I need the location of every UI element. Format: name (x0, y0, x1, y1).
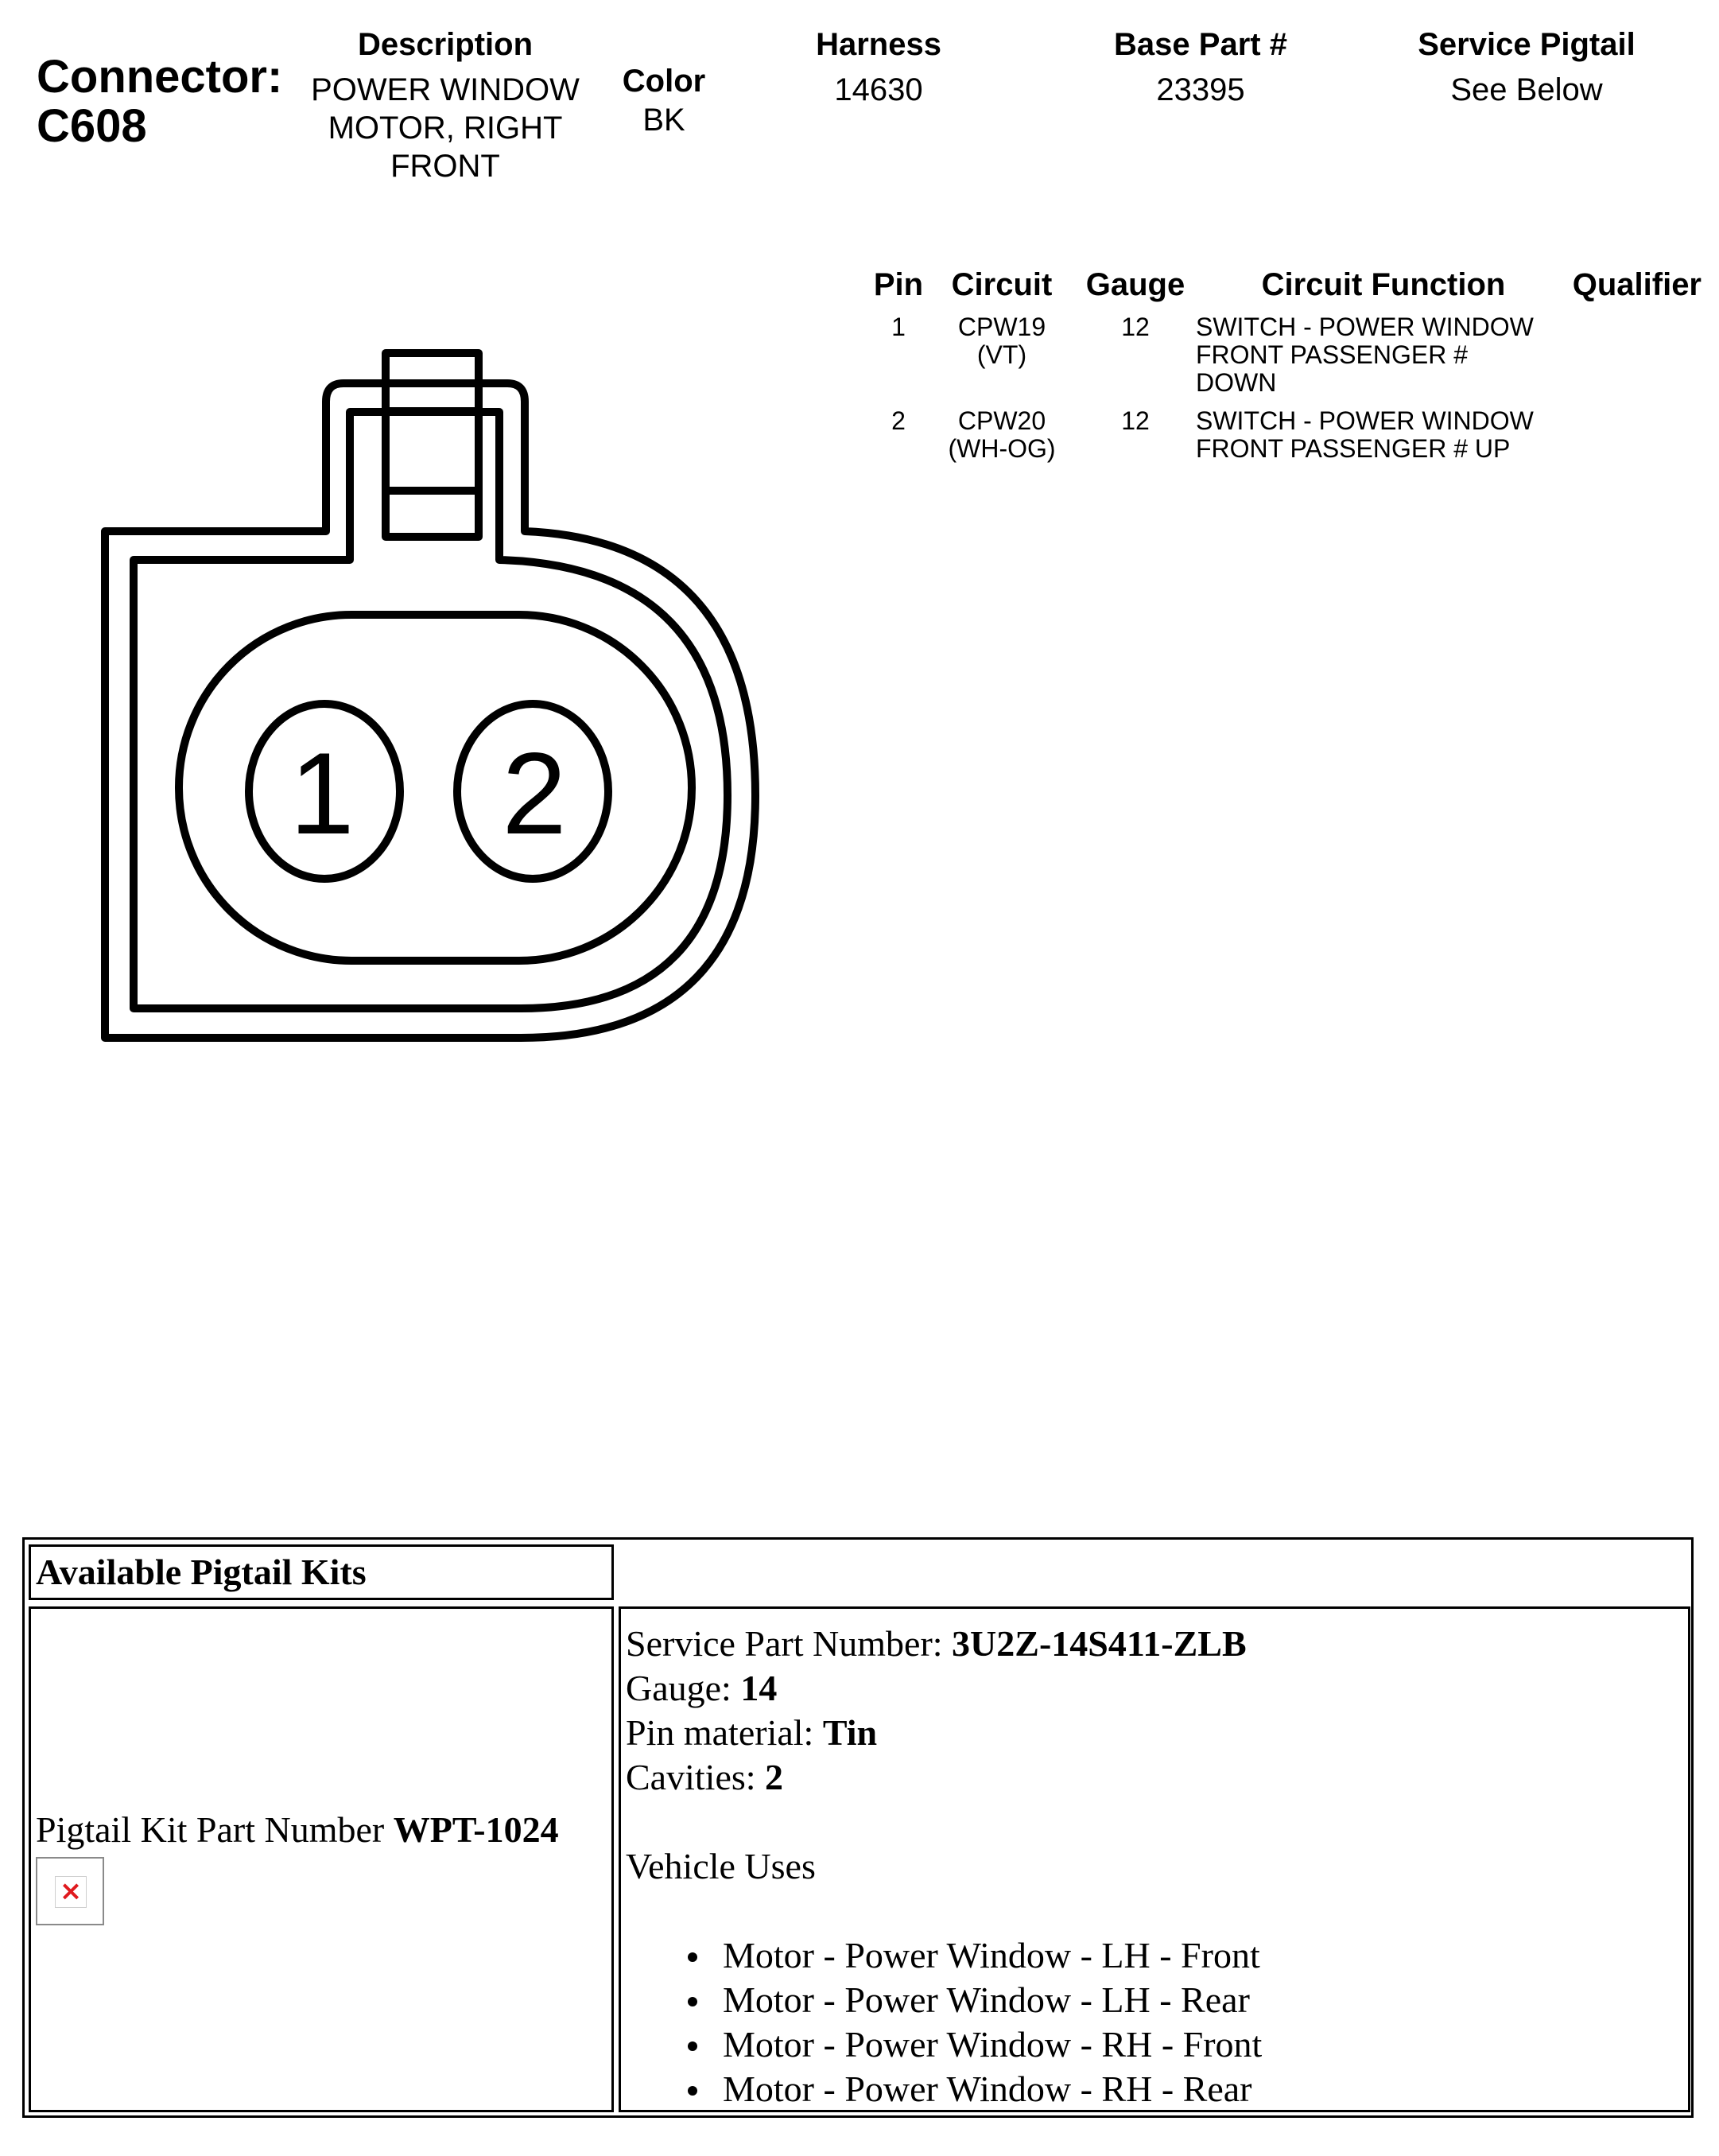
pigtail-gauge-value: 14 (740, 1668, 778, 1708)
column-header-qualifier: Qualifier (1572, 267, 1702, 302)
bullet-icon (688, 2041, 697, 2051)
cavities (626, 1755, 1262, 1800)
connector-label: Connector: (37, 51, 283, 103)
locking-tab-window (386, 411, 479, 537)
vehicle-use-text: Motor - Power Window - LH - Front (723, 1935, 1260, 1975)
description-line-1: POWER WINDOW (311, 72, 580, 107)
table-row-2-gauge: 12 (1121, 406, 1150, 435)
column-header-circuit-function: Circuit Function (1261, 267, 1506, 302)
pin-1-label: 1 (289, 728, 355, 858)
column-header-gauge: Gauge (1085, 267, 1185, 302)
table-row-2-pin: 2 (891, 406, 906, 435)
cavities-value: 2 (765, 1757, 784, 1797)
service-part-number (626, 1622, 1262, 1666)
base-part-heading: Base Part # (1114, 27, 1287, 62)
service-pigtail-heading: Service Pigtail (1418, 27, 1636, 62)
table-row-1-pin: 1 (891, 313, 906, 341)
pigtail-details-cell (619, 1606, 1690, 2112)
function-line: SWITCH - POWER WINDOW (1196, 406, 1534, 435)
pigtail-kit-number: WPT-1024 (393, 1809, 559, 1850)
circuit-code: CPW20 (957, 406, 1046, 435)
pin-material-value: Tin (822, 1712, 878, 1753)
connector-id: C608 (37, 100, 147, 152)
color-heading: Color (622, 64, 706, 99)
bullet-icon (688, 1997, 697, 2006)
service-part-value: 3U2Z-14S411-ZLB (952, 1623, 1247, 1664)
harness-heading: Harness (816, 27, 941, 62)
circuit-color: (WH-OG) (948, 434, 1056, 463)
description-heading: Description (357, 27, 534, 62)
pin-cavity-oval (179, 615, 692, 961)
bullet-icon (688, 1952, 697, 1962)
pigtail-kits-title: Available Pigtail Kits (36, 1552, 367, 1592)
pigtail-gauge (626, 1666, 1262, 1711)
harness-value: 14630 (834, 72, 923, 107)
bullet-icon (688, 2086, 697, 2096)
vehicle-use-text: Motor - Power Window - RH - Front (723, 2024, 1263, 2065)
connector-housing-outer (105, 383, 755, 1038)
column-header-pin: Pin (873, 267, 924, 302)
description-line-3: FRONT (390, 149, 500, 184)
table-row-1-gauge: 12 (1121, 313, 1150, 341)
circuit-code: CPW19 (957, 313, 1046, 341)
service-part-label: Service Part Number: (626, 1623, 953, 1664)
list-item (626, 1978, 1262, 2022)
function-line: SWITCH - POWER WINDOW (1196, 313, 1534, 341)
pin-2-label: 2 (502, 728, 567, 858)
pin-material (626, 1711, 1262, 1755)
vehicle-uses-list (626, 1933, 1262, 2111)
vehicle-uses-heading: Vehicle Uses (626, 1846, 816, 1886)
list-item (626, 2022, 1262, 2067)
function-line: FRONT PASSENGER # (1196, 340, 1468, 369)
function-line: FRONT PASSENGER # UP (1196, 434, 1511, 463)
vehicle-use-text: Motor - Power Window - LH - Rear (723, 1979, 1250, 2020)
pigtail-kits-title-cell (29, 1544, 614, 1600)
pigtail-kit-cell (29, 1606, 614, 2112)
connector-housing-inner (134, 412, 728, 1008)
color-value: BK (642, 103, 685, 138)
circuit-color: (VT) (976, 340, 1027, 369)
pigtail-kit-image (36, 1857, 104, 1925)
column-header-circuit: Circuit (951, 267, 1053, 302)
list-item (626, 1933, 1262, 1978)
cavities-label: Cavities: (626, 1757, 766, 1797)
pigtail-gauge-label: Gauge: (626, 1668, 741, 1708)
service-pigtail-value: See Below (1450, 72, 1603, 107)
list-item (626, 2067, 1262, 2111)
base-part-value: 23395 (1156, 72, 1245, 107)
pigtail-kit-label: Pigtail Kit Part Number (36, 1809, 394, 1850)
broken-image-icon: × (55, 1876, 87, 1908)
vehicle-use-text: Motor - Power Window - RH - Rear (723, 2069, 1252, 2109)
function-line: DOWN (1196, 368, 1277, 397)
description-line-2: MOTOR, RIGHT (328, 111, 563, 146)
pigtail-kit-part-number (36, 1808, 559, 1852)
pin-material-label: Pin material: (626, 1712, 823, 1753)
